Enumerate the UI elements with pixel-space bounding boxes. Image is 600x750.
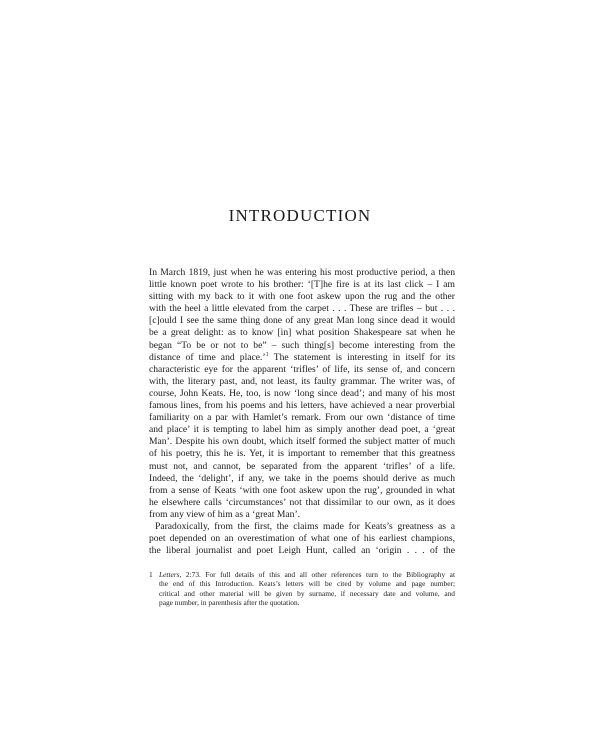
text-line: little known poet wrote to his brother: ‘[T]he fire is at its last click – I am bbox=[149, 279, 455, 291]
text-segment bbox=[159, 570, 455, 579]
text-segment: The statement is interesting in itself for its bbox=[273, 351, 455, 363]
text-line-with-footnote bbox=[149, 352, 455, 364]
text-line: began “To be or not to be” – such thing[s] become interesting from the bbox=[149, 339, 455, 351]
footnote-line: page number, in parenthesis after the quotation. bbox=[159, 598, 300, 608]
footnote bbox=[149, 570, 455, 608]
text-line: course, John Keats. He, too, is now ‘long since dead’; and many of his most bbox=[149, 387, 455, 399]
text-line: familiarity on a par with Hamlet’s remark. From our own ‘distance of time bbox=[149, 412, 455, 424]
text-line: characteristic eye for the apparent ‘trifles’ of life, its sense of, and concern bbox=[149, 363, 455, 375]
text-line: with, the literary past, and, not least, its faulty grammar. The writer was, of bbox=[149, 375, 455, 387]
footnote-line: the end of this Introduction. Keats’s letters will be cited by volume and page number; bbox=[159, 579, 455, 589]
text-line: and place’ it is tempting to label him as simply another dead poet, a ‘great bbox=[149, 424, 455, 436]
text-line: the liberal journalist and poet Leigh Hunt, called an ‘origin . . . of the bbox=[149, 545, 455, 557]
text-segment: distance of time and place.’ bbox=[149, 351, 266, 363]
text-line: of his poetry, this he is. Yet, it is important to remember that this greatness bbox=[149, 448, 455, 460]
footnote-line bbox=[149, 570, 455, 579]
footnote-line: critical and other material will be given by surname, if necessary date and volume, and bbox=[159, 588, 455, 598]
footnote-number: 1 bbox=[149, 570, 153, 579]
text-line: must not, and cannot, be separated from the apparent ‘trifles’ of a life. bbox=[149, 460, 455, 472]
chapter-heading: INTRODUCTION bbox=[228, 206, 372, 225]
text-line: In March 1819, just when he was entering his most productive period, a then bbox=[149, 267, 455, 278]
footnote-marker: 1 bbox=[265, 351, 269, 358]
text-line: from a sense of Keats ‘with one foot askew upon the rug’, grounded in what bbox=[149, 484, 455, 496]
text-line: from any view of him as a ‘great Man’. bbox=[149, 508, 301, 520]
text-line: famous lines, from his poems and his letters, have achieved a near proverbial bbox=[149, 400, 455, 412]
text-line: poet depended on an overestimation of what one of his earliest champions, bbox=[149, 533, 455, 545]
text-line: Man’. Despite his own doubt, which itself formed the subject matter of much bbox=[149, 436, 455, 448]
text-line: be a great delight: as to know [in] what position Shakespeare sat when he bbox=[149, 327, 455, 339]
text-line: Paradoxically, from the first, the claims made for Keats’s greatness as a bbox=[155, 520, 455, 532]
footnote-source: Letters bbox=[159, 570, 180, 579]
text-line: he elsewhere calls ‘circumstances’ not that dissimilar to our own, as it does bbox=[149, 496, 455, 508]
text-line: Indeed, the ‘delight’, if any, we take in the poems should derive as much bbox=[149, 472, 455, 484]
body-text bbox=[149, 267, 455, 557]
text-line: [c]ould I see the same thing done of any great Man long since dead it would bbox=[149, 315, 455, 327]
text-segment: , 2:73. For full details of this and all other references turn to the Bibliography at bbox=[179, 570, 455, 579]
text-line: sitting with my back to it with one foot askew upon the rug and the other bbox=[149, 291, 455, 303]
text-line: with the heel a little elevated from the carpet . . . These are trifles – but . . . bbox=[149, 303, 455, 315]
